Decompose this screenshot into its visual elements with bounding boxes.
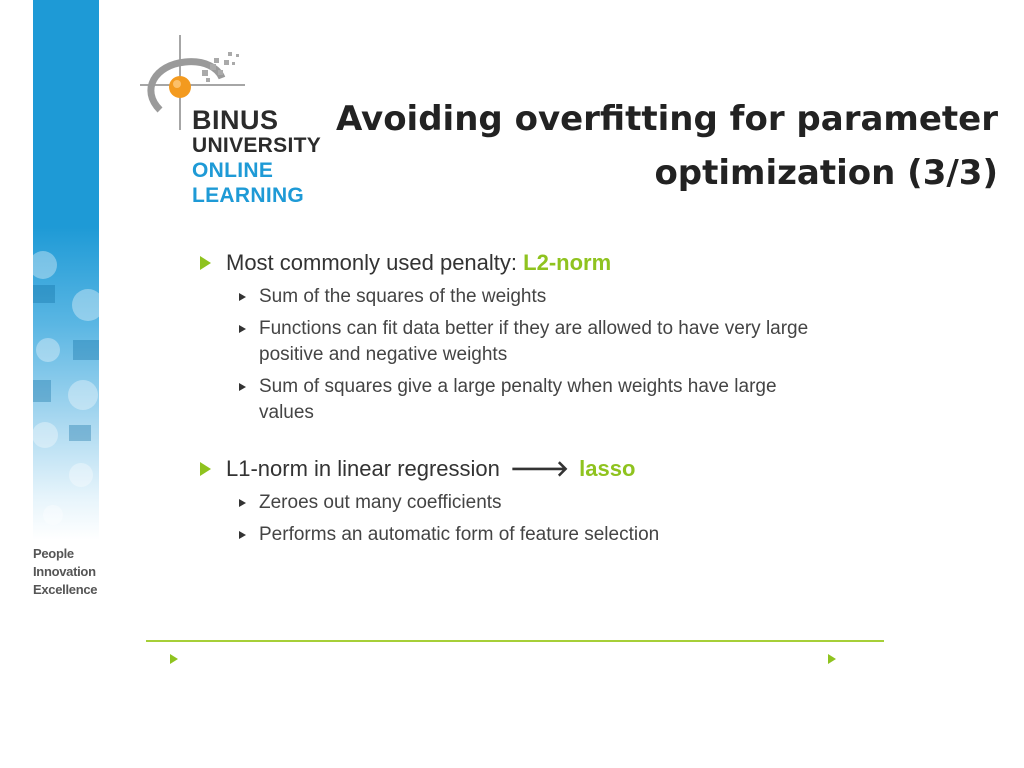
sub-bullet-text: Functions can fit data better if they are allowed to have very large positive and negative weights [259, 318, 809, 365]
triangle-bullet-icon [239, 293, 246, 301]
bullet-text: L1-norm in linear regression [226, 456, 500, 481]
logo-online: ONLINE [192, 159, 274, 182]
slide-content [198, 248, 838, 548]
slide-title [318, 92, 998, 200]
triangle-bullet-icon [239, 499, 246, 507]
slide-title-line2: optimization (3/3) [654, 153, 998, 193]
spacer [198, 426, 838, 454]
right-arrow-icon: 🡒 [510, 456, 570, 481]
sub-bullet-text: Performs an automatic form of feature selection [259, 524, 660, 545]
tagline-excellence: Excellence [33, 582, 98, 597]
sub-bullet [198, 316, 819, 368]
sub-bullet-text: Zeroes out many coefficients [259, 492, 502, 513]
green-triangle-bullet-icon [200, 256, 211, 270]
triangle-bullet-icon [239, 531, 246, 539]
logo-university: UNIVERSITY [192, 134, 322, 157]
triangle-bullet-icon [239, 325, 246, 333]
green-triangle-bullet-icon [200, 462, 211, 476]
tagline-innovation: Innovation [33, 564, 96, 579]
sub-bullet-text: Sum of squares give a large penalty when weights have large values [259, 376, 777, 423]
tagline [33, 545, 133, 599]
highlight-lasso: lasso [579, 456, 636, 481]
logo-learning: LEARNING [192, 184, 305, 207]
bullet-l1-norm [198, 454, 838, 484]
bullet-l2-norm [198, 248, 838, 278]
sub-bullet-text: Sum of the squares of the weights [259, 286, 547, 307]
sub-bullet [198, 374, 819, 426]
slide-title-line1: Avoiding overfitting for parameter [335, 99, 998, 139]
footer-divider [146, 640, 884, 642]
sub-bullet [198, 490, 819, 516]
bullet-text: Most commonly used penalty: [226, 250, 524, 275]
logo-binus: BINUS [192, 105, 279, 135]
sub-bullet [198, 522, 819, 548]
highlight-l2-norm: L2-norm [523, 250, 612, 275]
binus-logo [140, 30, 340, 220]
logo-wordmark [192, 105, 322, 208]
footer-left-arrow-icon [170, 654, 178, 664]
sub-bullet [198, 284, 819, 310]
left-decorative-strip [33, 0, 99, 540]
triangle-bullet-icon [239, 383, 246, 391]
strip-pattern-graphic [33, 245, 99, 540]
footer-right-arrow-icon [828, 654, 836, 664]
tagline-people: People [33, 546, 74, 561]
